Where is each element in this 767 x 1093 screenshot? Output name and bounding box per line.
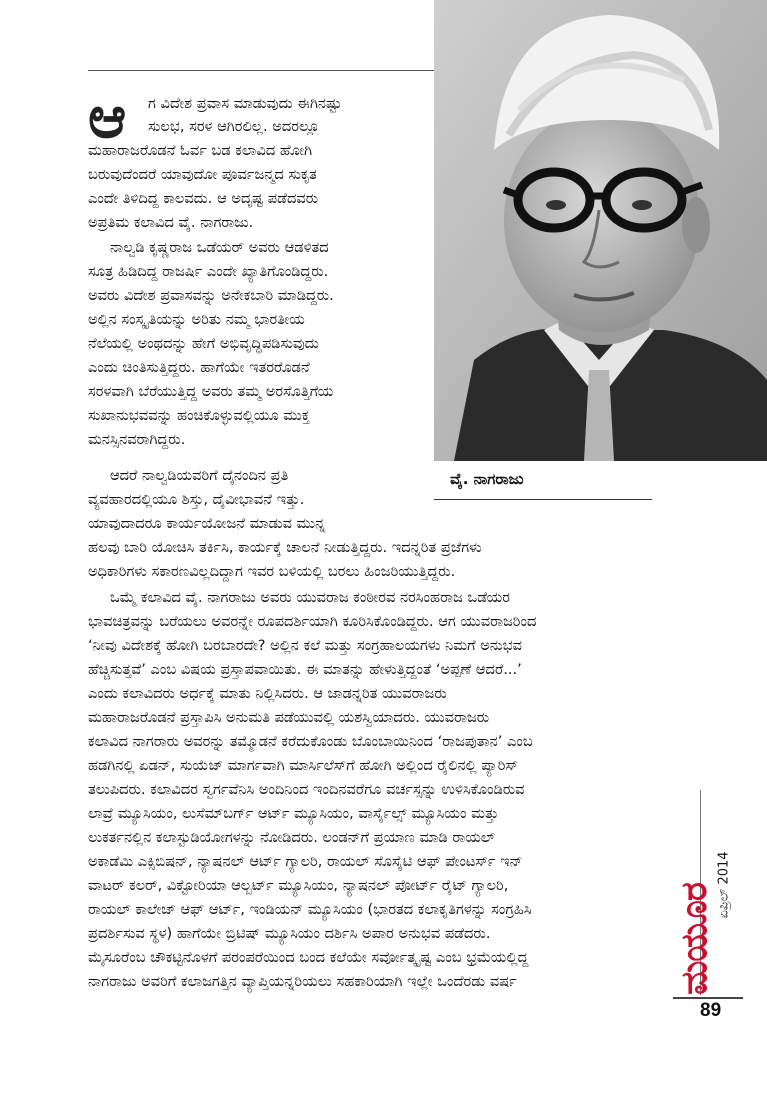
portrait-illustration (434, 0, 767, 461)
page-number: 89 (700, 1000, 722, 1021)
text-line: ಎಂದೇ ತಿಳಿದಿದ್ದ ಕಾಲವದು. ಆ ಅದೃಷ್ಟ ಪಡೆದವರು (88, 190, 319, 207)
text-line: ಅಧಿಕಾರಿಗಳು ಸಕಾರಣವಿಲ್ಲದಿದ್ದಾಗ ಇವರ ಬಳಿಯಲ್ಲಿ ಬರಲು ಹಿಂಜರಿಯುತ್ತಿದ್ದರು. (88, 563, 456, 580)
text-line: ಎಂದು ಚಿಂತಿಸುತ್ತಿದ್ದರು. ಹಾಗೆಯೇ ಇತರರೊಡನೆ (88, 359, 310, 376)
text-line: ಸೂತ್ರ ಹಿಡಿದಿದ್ದ ರಾಜರ್ಷಿ ಎಂದೇ ಖ್ಯಾತಿಗೊಂಡಿದ್ದರು. (88, 263, 329, 280)
text-line: ಮನಸ್ಸಿನವರಾಗಿದ್ದರು. (88, 431, 186, 448)
magazine-name: ಮಯೂರ (674, 883, 715, 995)
text-line: ನೆಲೆಯಲ್ಲಿ ಅಂಥದನ್ನು ಹೇಗೆ ಅಭಿವೃದ್ಧಿಪಡಿಸುವುದು (88, 335, 319, 352)
text-line: ಪ್ರದರ್ಶಿಸುವ ಸ್ಥಳ) ಹಾಗೆಯೇ ಬ್ರಿಟಿಷ್ ಮ್ಯೂಸಿಯಂ ದರ್ಶಿಸಿ ಅಪಾರ ಅನುಭವ ಪಡೆದರು. (88, 925, 491, 942)
text-line: ಲುಕರ್ತನಲ್ಲಿನ ಕಲಾಸ್ಟುಡಿಯೋಗಳನ್ನು ನೋಡಿದರು. ಲಂಡನ್‌ಗೆ ಪ್ರಯಾಣ ಮಾಡಿ ರಾಯಲ್ (88, 829, 496, 846)
page-number-rule (673, 997, 743, 999)
drop-cap: ಆ (88, 83, 127, 151)
portrait-photo (434, 0, 767, 461)
text-line: ಅಪ್ರತಿಮ ಕಲಾವಿದ ವೈ. ನಾಗರಾಜು. (88, 214, 254, 231)
photo-caption: ವೈ. ನಾಗರಾಜು (450, 470, 524, 488)
text-line: ಲಾವ್ರೆ ಮ್ಯೂಸಿಯಂ, ಲುಸೆಮ್‌ಬರ್ಗ್ ಆರ್ಟ್ ಮ್ಯೂಸಿಯಂ, ವಾರ್ಸೈಲ್ಸ್ ಮ್ಯೂಸಿಯಂ ಮತ್ತು (88, 805, 499, 822)
magazine-logo (673, 880, 717, 998)
text-line: ನಾಗರಾಜು ಅವರಿಗೆ ಕಲಾಜಗತ್ತಿನ ವ್ಯಾಪ್ತಿಯನ್ನರಿಯಲು ಸಹಕಾರಿಯಾಗಿ ಇಲ್ಲೇ ಒಂದೆರಡು ವರ್ಷ (88, 973, 517, 990)
text-line: ಎಂದು ಕಲಾವಿದರು ಅರ್ಧಕ್ಕೆ ಮಾತು ನಿಲ್ಲಿಸಿದರು. ಆ ಜಾಡನ್ನರಿತ ಯುವರಾಜರು (88, 685, 447, 702)
text-line: ಮಹಾರಾಜರೊಡನೆ ಪ್ರಸ್ತಾಪಿಸಿ ಅನುಮತಿ ಪಡೆಯುವಲ್ಲಿ ಯಶಸ್ವಿಯಾದರು. ಯುವರಾಜರು (88, 709, 490, 726)
text-line: ಬರುವುದೆಂದರೆ ಯಾವುದೋ ಪೂರ್ವಜನ್ಮದ ಸುಕೃತ (88, 166, 317, 183)
text-line: ಗ ವಿದೇಶ ಪ್ರವಾಸ ಮಾಡುವುದು ಈಗಿನಷ್ಟು (148, 95, 342, 112)
text-line: ಸುಲಭ, ಸರಳ ಆಗಿರಲಿಲ್ಲ. ಅದರಲ್ಲೂ (148, 118, 320, 135)
text-line: ಒಮ್ಮೆ ಕಲಾವಿದ ವೈ. ನಾಗರಾಜು ಅವರು ಯುವರಾಜ ಕಂಠೀರವ ನರಸಿಂಹರಾಜ ಒಡೆಯರ (110, 589, 511, 606)
text-line: ಆದರೆ ನಾಲ್ವಡಿಯವರಿಗೆ ದೈನಂದಿನ ಪ್ರತಿ (110, 467, 289, 484)
text-line: ಸುಖಾನುಭವವನ್ನು ಹಂಚಿಕೊಳ್ಳುವಲ್ಲಿಯೂ ಮುಕ್ತ (88, 407, 310, 424)
text-line: ಮಹಾರಾಜರೊಡನೆ ಓರ್ವ ಬಡ ಕಲಾವಿದ ಹೋಗಿ (88, 142, 313, 159)
text-line: ‘ನೀವು ವಿದೇಶಕ್ಕೆ ಹೋಗಿ ಬರಬಾರದೇ? ಅಲ್ಲಿನ ಕಲೆ ಮತ್ತು ಸಂಗ್ರಹಾಲಯಗಳು ನಿಮಗೆ ಅನುಭವ (88, 637, 522, 654)
issue-date: ಏಪ್ರಿಲ್ 2014 (716, 851, 732, 919)
text-line: ಅಕಾಡೆಮಿ ಎಕ್ಸಿಬಿಷನ್, ನ್ಯಾಷನಲ್ ಆರ್ಟ್ ಗ್ಯಾಲರಿ, ರಾಯಲ್ ಸೊಸೈಟಿ ಆಫ್ ಪೇಂಟರ್ಸ್ ಇನ್ (88, 853, 523, 870)
top-rule (88, 70, 434, 71)
text-line: ತಲುಪಿದರು. ಕಲಾವಿದರ ಸ್ವರ್ಗವೆನಿಸಿ ಅಂದಿನಿಂದ ಇಂದಿನವರೆಗೂ ವರ್ಚಸ್ಸನ್ನು ಉಳಿಸಿಕೊಂಡಿರುವ (88, 781, 525, 798)
text-line: ಹೆಚ್ಚಿಸುತ್ತವೆ’ ಎಂಬ ವಿಷಯ ಪ್ರಸ್ತಾಪವಾಯಿತು. ಈ ಮಾತನ್ನು ಹೇಳುತ್ತಿದ್ದಂತೆ ‘ಅಪ್ಪಣೆ ಆದರೆ...’ (88, 661, 522, 678)
photo-caption-box (434, 461, 652, 500)
text-line: ಕಲಾವಿದ ನಾಗರಾರು ಅವರನ್ನು ತಮ್ಮೊಡನೆ ಕರೆದುಕೊಂಡು ಬೊಂಬಾಯಿನಿಂದ ‘ರಾಜಪುತಾನ’ ಎಂಬ (88, 733, 533, 750)
text-line: ಸರಳವಾಗಿ ಬೆರೆಯುತ್ತಿದ್ದ ಅವರು ತಮ್ಮ ಅರಸೊತ್ತಿಗೆಯ (88, 383, 334, 400)
text-line: ಭಾವಚಿತ್ರವನ್ನು ಬರೆಯಲು ಅವರನ್ನೇ ರೂಪದರ್ಶಿಯಾಗಿ ಕೂರಿಸಿಕೊಂಡಿದ್ದರು. ಆಗ ಯುವರಾಜರಿಂದ (88, 613, 537, 630)
text-line: ಅವರು ವಿದೇಶ ಪ್ರವಾಸವನ್ನು ಅನೇಕಬಾರಿ ಮಾಡಿದ್ದರು. (88, 287, 334, 304)
text-line: ವಾಟರ್ ಕಲರ್, ವಿಕ್ಟೋರಿಯಾ ಆಲ್ಬರ್ಟ್ ಮ್ಯೂಸಿಯಂ, ನ್ಯಾಷನಲ್ ಪೋರ್ಟ್ ರೈಟ್ ಗ್ಯಾಲರಿ, (88, 877, 509, 894)
text-line: ಅಲ್ಲಿನ ಸಂಸ್ಕೃತಿಯನ್ನು ಅರಿತು ನಮ್ಮ ಭಾರತೀಯ (88, 311, 305, 328)
text-line: ಹಡಗಿನಲ್ಲಿ ಏಡನ್, ಸುಯೆಜ್ ಮಾರ್ಗವಾಗಿ ಮಾರ್ಸಿಲೆಸ್‌ಗೆ ಹೋಗಿ ಅಲ್ಲಿಂದ ರೈಲಿನಲ್ಲಿ ಪ್ಯಾರಿಸ್ (88, 757, 518, 774)
text-line: ಯಾವುದಾದರೂ ಕಾರ್ಯಯೋಜನೆ ಮಾಡುವ ಮುನ್ನ (88, 515, 326, 532)
text-line: ಮೈಸೂರೆಂಬ ಚೌಕಟ್ಟಿನೊಳಗೆ ಪರಂಪರೆಯಿಂದ ಬಂದ ಕಲೆಯೇ ಸರ್ವೋತ್ಕೃಷ್ಟ ಎಂಬ ಭ್ರಮೆಯಲ್ಲಿದ್ದ (88, 949, 529, 966)
text-line: ಹಲವು ಬಾರಿ ಯೋಚಿಸಿ ತರ್ಕಿಸಿ, ಕಾರ್ಯಕ್ಕೆ ಚಾಲನೆ ನೀಡುತ್ತಿದ್ದರು. ಇದನ್ನರಿತ ಪ್ರಜೆಗಳು (88, 539, 482, 556)
text-line: ನಾಲ್ವಡಿ ಕೃಷ್ಣರಾಜ ಒಡೆಯರ್ ಅವರು ಆಡಳಿತದ (110, 239, 329, 256)
text-line: ವ್ಯವಹಾರದಲ್ಲಿಯೂ ಶಿಸ್ತು, ದೈವೀಭಾವನೆ ಇತ್ತು. (88, 491, 305, 508)
text-line: ರಾಯಲ್ ಕಾಲೇಜ್ ಆಫ್ ಆರ್ಟ್, ಇಂಡಿಯನ್ ಮ್ಯೂಸಿಯಂ (ಭಾರತದ ಕಲಾಕೃತಿಗಳನ್ನು ಸಂಗ್ರಹಿಸಿ (88, 901, 532, 918)
